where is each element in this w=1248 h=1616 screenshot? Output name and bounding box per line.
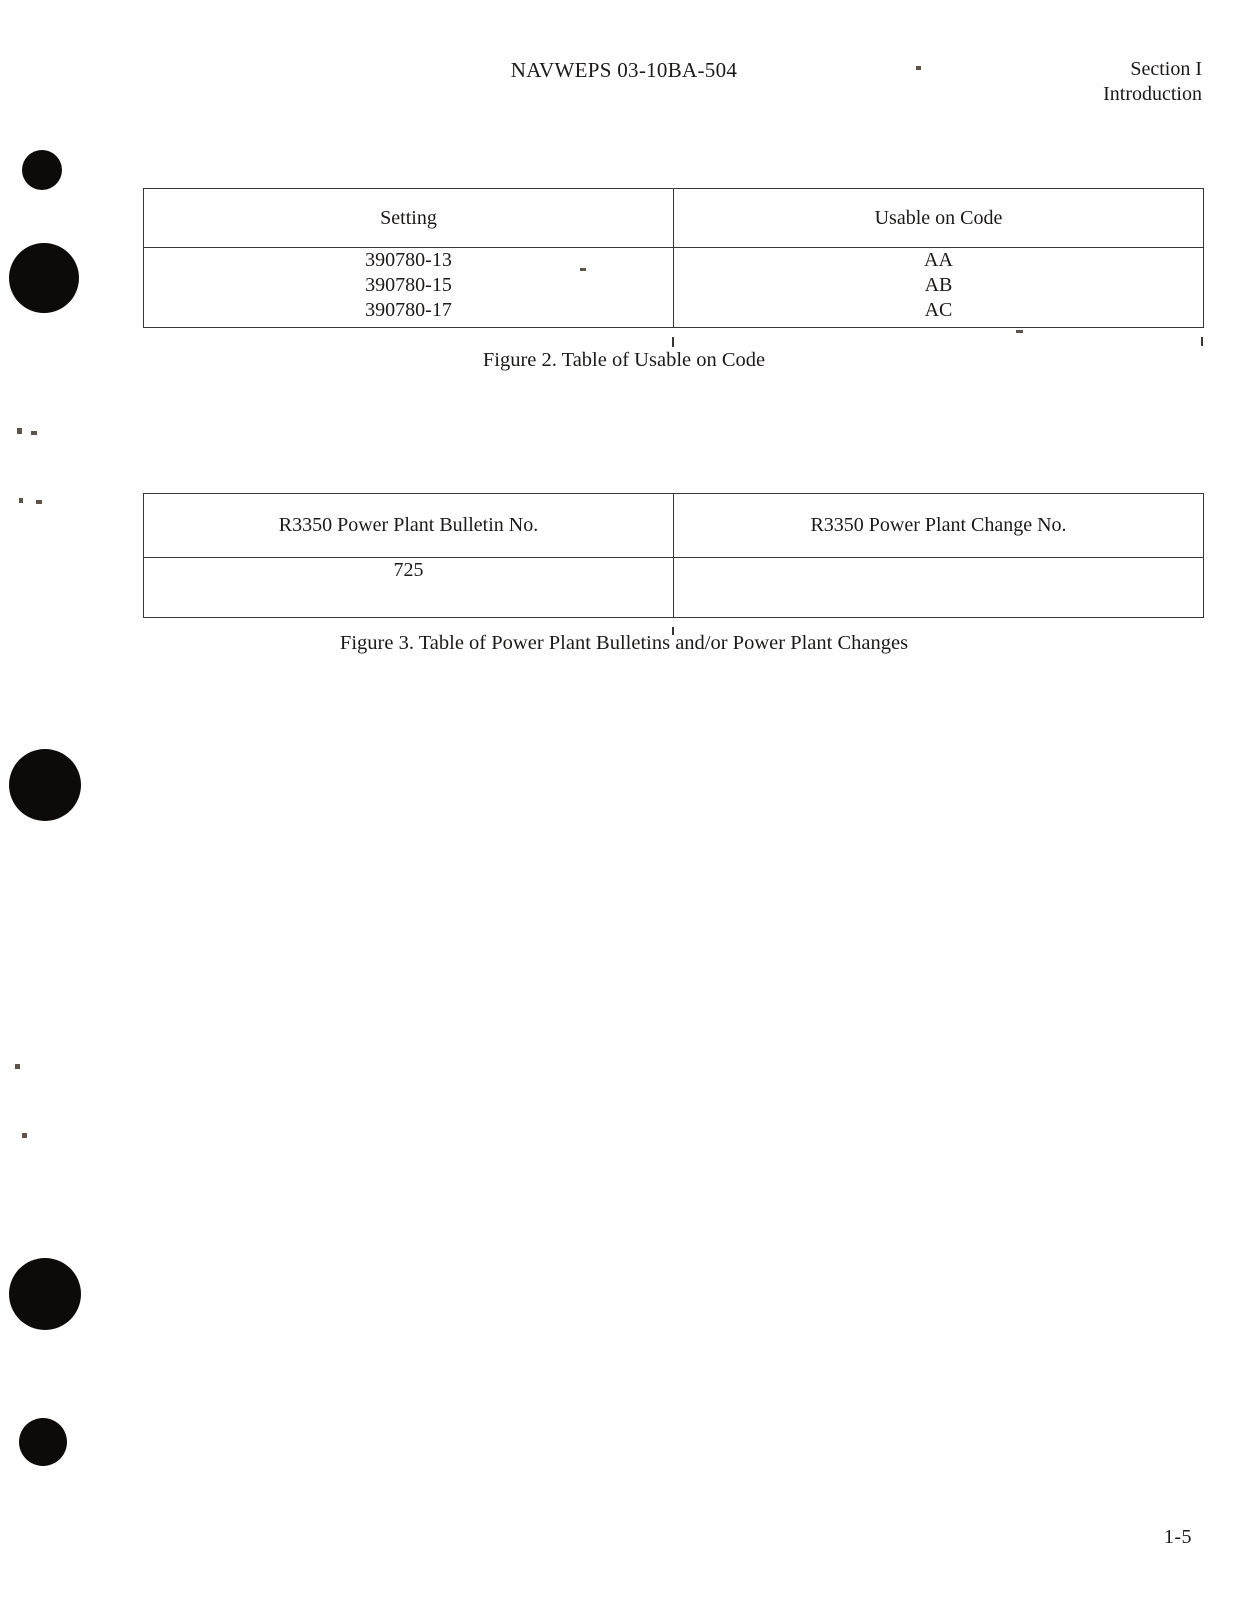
scan-artifact-speck xyxy=(36,500,42,504)
table-rule-overshoot xyxy=(672,337,674,347)
column-header-bulletin-no: R3350 Power Plant Bulletin No. xyxy=(144,494,674,558)
table-header-row xyxy=(144,189,1204,248)
scan-artifact-speck xyxy=(580,268,586,271)
scan-artifact-speck xyxy=(17,428,22,434)
setting-value: 390780-13 xyxy=(365,249,452,271)
scan-artifact-speck xyxy=(22,1133,27,1138)
cell-settings xyxy=(144,248,674,328)
table-power-plant-bulletins xyxy=(143,493,1204,618)
table-usable-on-code xyxy=(143,188,1204,328)
table-header-row xyxy=(144,494,1204,558)
scan-artifact-blob xyxy=(19,1418,67,1466)
cell-usable-codes xyxy=(674,248,1204,328)
scan-artifact-blob xyxy=(9,243,79,313)
scan-artifact-speck xyxy=(31,431,37,435)
page-number: 1-5 xyxy=(1163,1526,1192,1548)
column-header-usable-on-code: Usable on Code xyxy=(674,189,1204,248)
table-rule-overshoot xyxy=(1201,337,1203,346)
table-body-row xyxy=(144,558,1204,618)
scan-artifact-blob xyxy=(9,1258,81,1330)
usable-code-value: AB xyxy=(924,274,953,296)
column-header-change-no: R3350 Power Plant Change No. xyxy=(674,494,1204,558)
scan-artifact-speck xyxy=(916,66,921,70)
scan-artifact-speck xyxy=(19,498,23,503)
scan-artifact-blob xyxy=(22,150,62,190)
table-body-row xyxy=(144,248,1204,328)
bulletin-number-value: 725 xyxy=(393,559,424,581)
scan-artifact-speck xyxy=(15,1064,20,1069)
figure-3-caption: Figure 3. Table of Power Plant Bulletins and/or Power Plant Changes xyxy=(339,632,909,654)
setting-value: 390780-15 xyxy=(365,274,452,296)
usable-code-value: AA xyxy=(924,249,953,271)
subsection-label: Introduction xyxy=(1103,83,1202,105)
usable-code-value: AC xyxy=(924,299,953,321)
section-label: Section I xyxy=(1130,58,1202,80)
section-header xyxy=(1103,57,1202,107)
scan-artifact-blob xyxy=(9,749,81,821)
cell-change-no xyxy=(674,558,1204,618)
document-number-header: NAVWEPS 03-10BA-504 xyxy=(510,58,738,82)
figure-2-caption: Figure 2. Table of Usable on Code xyxy=(482,349,766,371)
column-header-setting: Setting xyxy=(144,189,674,248)
scan-artifact-speck xyxy=(1016,330,1023,333)
cell-bulletin-no xyxy=(144,558,674,618)
setting-value: 390780-17 xyxy=(365,299,452,321)
